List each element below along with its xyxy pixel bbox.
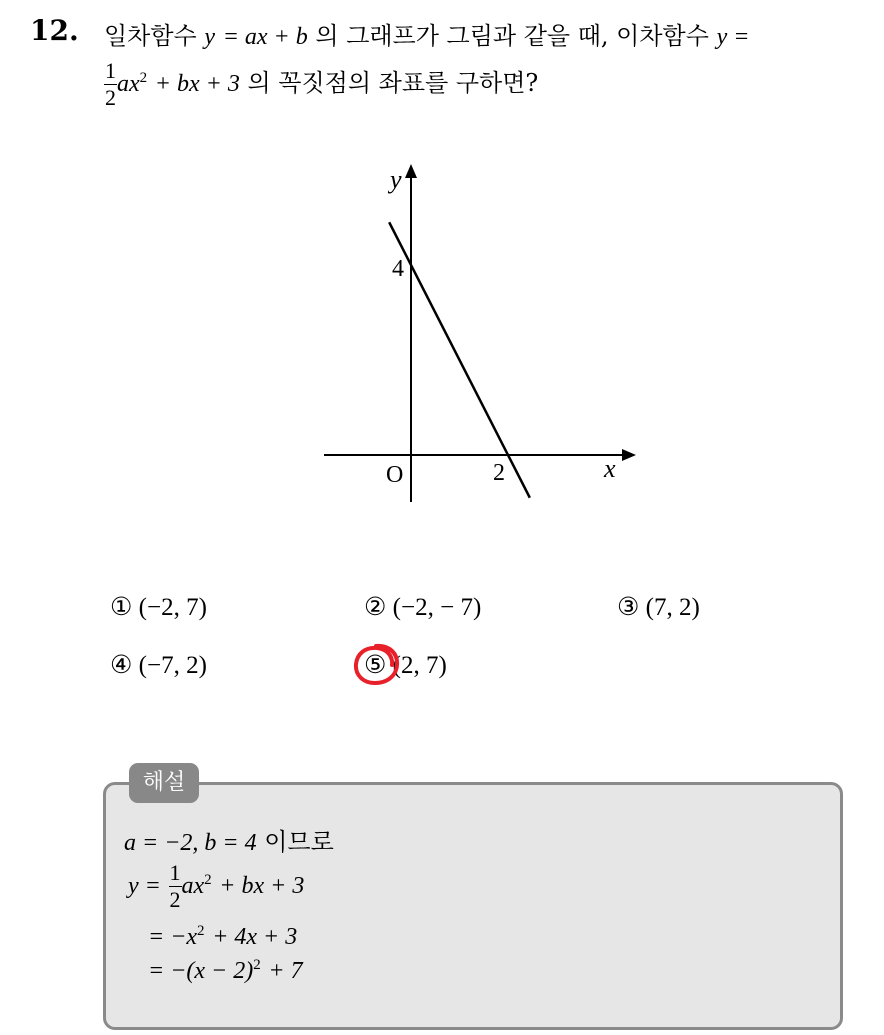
question-text-middle: 의 그래프가 그림과 같을 때, 이차함수 [315,22,709,50]
choice-5-text: (2, 7) [392,652,447,679]
solution-line2-a: ax [181,873,205,899]
solution-line-1 [124,822,334,857]
solution-line-3 [148,922,297,951]
solution-line2-lhs: y = [128,873,161,899]
question-fraction [104,60,117,109]
question-expr-rest: + bx + 3 [154,71,240,97]
choice-3-mark: ③ [617,594,640,621]
solution-line4-rest: + 7 [268,958,303,984]
solution-line4-a: = −(x − 2) [148,958,254,984]
choice-4[interactable] [110,650,207,680]
x-axis-label: x [604,454,616,483]
solution-fraction [169,862,182,911]
choice-3-text: (7, 2) [645,594,700,621]
question-text-prefix: 일차함수 [104,22,197,50]
fraction-numerator: 1 [105,58,116,83]
fraction-denominator: 2 [105,85,116,110]
solution-therefore: 이므로 [264,828,334,856]
question-eq-rhs: = ax + b [222,24,308,50]
answer-circle-mark [350,640,402,688]
choice-3[interactable] [617,592,700,622]
solution-tag: 해설 [129,763,199,803]
question-line-1 [104,16,749,51]
question-text-suffix: 의 꼭짓점의 좌표를 구하면? [247,69,539,97]
solution-line-4 [148,956,303,985]
solution-line2-rest: + bx + 3 [219,873,305,899]
solution-values: a = −2, b = 4 [124,830,257,856]
question-expr-a: ax [117,71,140,97]
solution-line3-a: = −x [148,924,198,950]
question-text-end: y = [716,24,750,50]
choice-1-text: (−2, 7) [138,594,207,621]
choice-2-text: (−2, − 7) [392,594,482,621]
choice-2[interactable] [364,592,481,622]
solution-fraction-numerator: 1 [169,860,181,885]
linear-graph [300,150,660,520]
solution-line3-rest: + 4x + 3 [212,924,298,950]
y-axis-arrow [405,164,417,178]
choice-5-mark: ⑤ [364,652,387,679]
question-eq-lhs: y [204,24,216,50]
choice-2-mark: ② [364,594,387,621]
y-intercept-label: 4 [392,256,404,282]
origin-label: O [386,462,404,488]
question-number: 12. [30,14,79,47]
question-line-2 [104,60,538,109]
solution-line-2 [128,862,304,911]
solution-line4-exponent: 2 [253,957,261,973]
solution-fraction-denominator: 2 [169,887,181,912]
choice-1-mark: ① [110,594,133,621]
question-expr-exponent: 2 [139,70,148,86]
choice-1[interactable] [110,592,207,622]
x-intercept-label: 2 [493,460,505,486]
choice-4-mark: ④ [110,652,133,679]
solution-line3-exponent: 2 [197,923,205,939]
x-axis-arrow [622,449,636,461]
solution-line2-exponent: 2 [204,872,212,888]
choice-4-text: (−7, 2) [138,652,207,679]
y-axis-label: y [390,165,402,194]
